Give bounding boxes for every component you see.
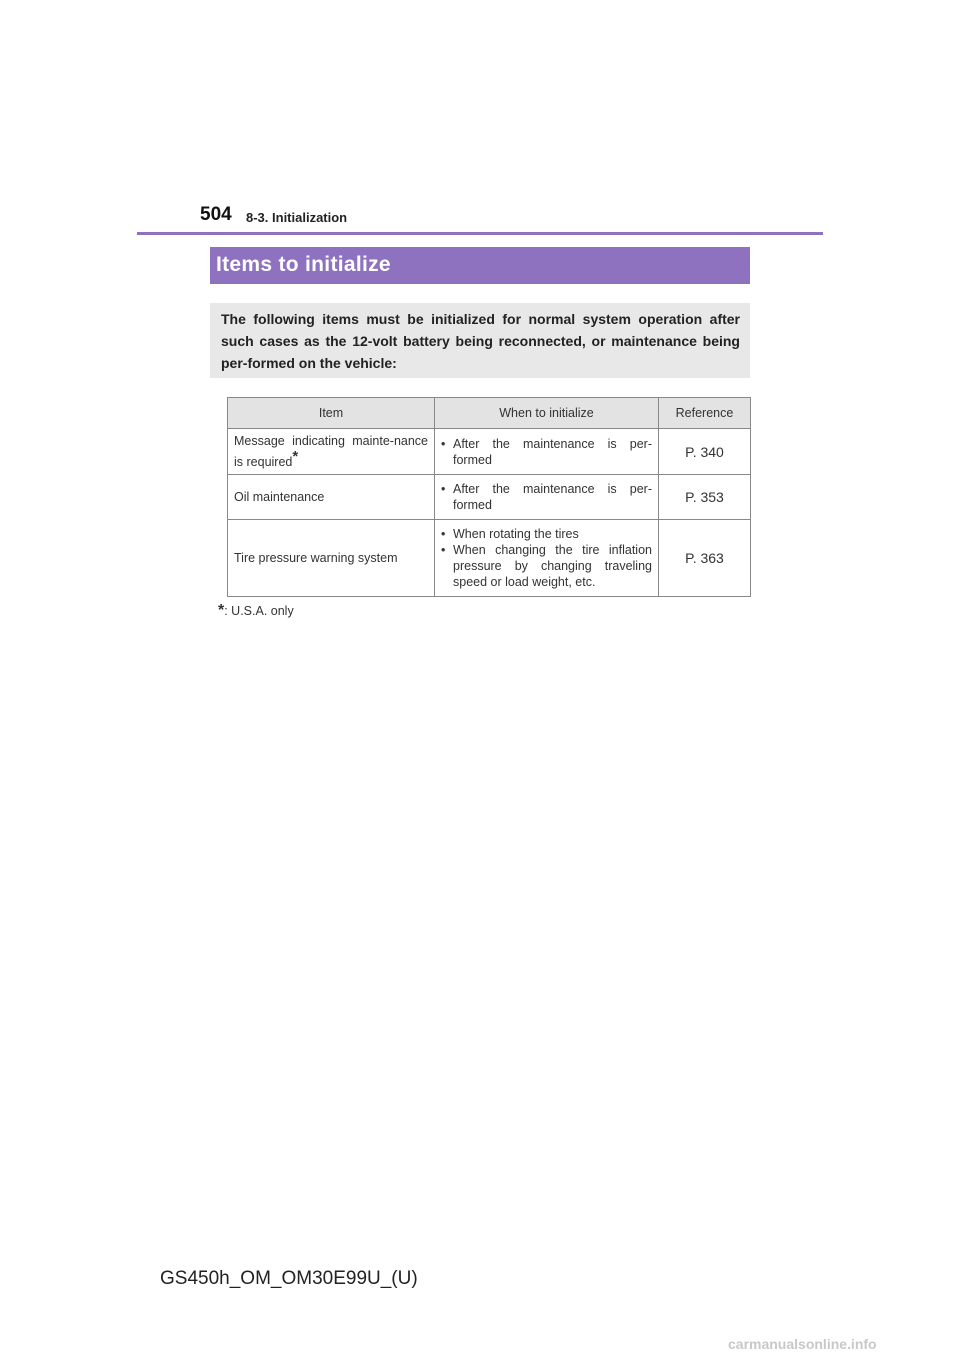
cell-when bbox=[435, 429, 659, 475]
list-item: • After the maintenance is per-formed bbox=[441, 482, 652, 513]
page-number: 504 bbox=[200, 204, 232, 225]
cell-item bbox=[228, 520, 435, 597]
cell-reference: P. 363 bbox=[659, 520, 751, 597]
page-title: Items to initialize bbox=[216, 253, 391, 276]
cell-when bbox=[435, 520, 659, 597]
footnote bbox=[218, 602, 294, 620]
items-table bbox=[227, 397, 751, 597]
bullet-text: When rotating the tires bbox=[453, 527, 579, 542]
list-item: • After the maintenance is per-formed bbox=[441, 436, 652, 467]
watermark: carmanualsonline.info bbox=[728, 1336, 877, 1352]
cell-reference: P. 340 bbox=[659, 429, 751, 475]
table-row bbox=[228, 429, 751, 475]
item-text: Message indicating mainte-nance is required bbox=[234, 434, 428, 470]
column-header-reference: Reference bbox=[659, 398, 751, 429]
column-header-item: Item bbox=[228, 398, 435, 429]
header-divider bbox=[137, 232, 823, 235]
asterisk-icon: * bbox=[292, 448, 299, 465]
table-row bbox=[228, 475, 751, 520]
section-label: 8-3. Initialization bbox=[246, 210, 348, 225]
intro-text: The following items must be initialized for normal system operation after such cases as the 12-volt battery being reconnected, or maintenance being per-formed on the vehicle: bbox=[221, 311, 740, 371]
intro-box bbox=[210, 303, 750, 378]
cell-when bbox=[435, 475, 659, 520]
document-code: GS450h_OM_OM30E99U_(U) bbox=[160, 1268, 418, 1289]
list-item: • When rotating the tires bbox=[441, 526, 652, 542]
item-text: Oil maintenance bbox=[234, 490, 325, 505]
column-header-when: When to initialize bbox=[435, 398, 659, 429]
title-bar bbox=[210, 247, 750, 284]
asterisk-icon: * bbox=[218, 602, 225, 619]
bullet-text: After the maintenance is per-formed bbox=[453, 436, 652, 467]
cell-item bbox=[228, 475, 435, 520]
bullet-text: When changing the tire inflation pressure by changing traveling speed or load weight, etc. bbox=[453, 543, 652, 590]
table-row bbox=[228, 520, 751, 597]
bullet-text: After the maintenance is per-formed bbox=[453, 482, 652, 513]
item-text: Tire pressure warning system bbox=[234, 551, 398, 566]
table-header-row bbox=[228, 398, 751, 429]
cell-item bbox=[228, 429, 435, 475]
cell-reference: P. 353 bbox=[659, 475, 751, 520]
list-item: • When changing the tire inflation pressure by changing traveling speed or load weight, etc. bbox=[441, 543, 652, 590]
footnote-text: : U.S.A. only bbox=[224, 604, 294, 618]
